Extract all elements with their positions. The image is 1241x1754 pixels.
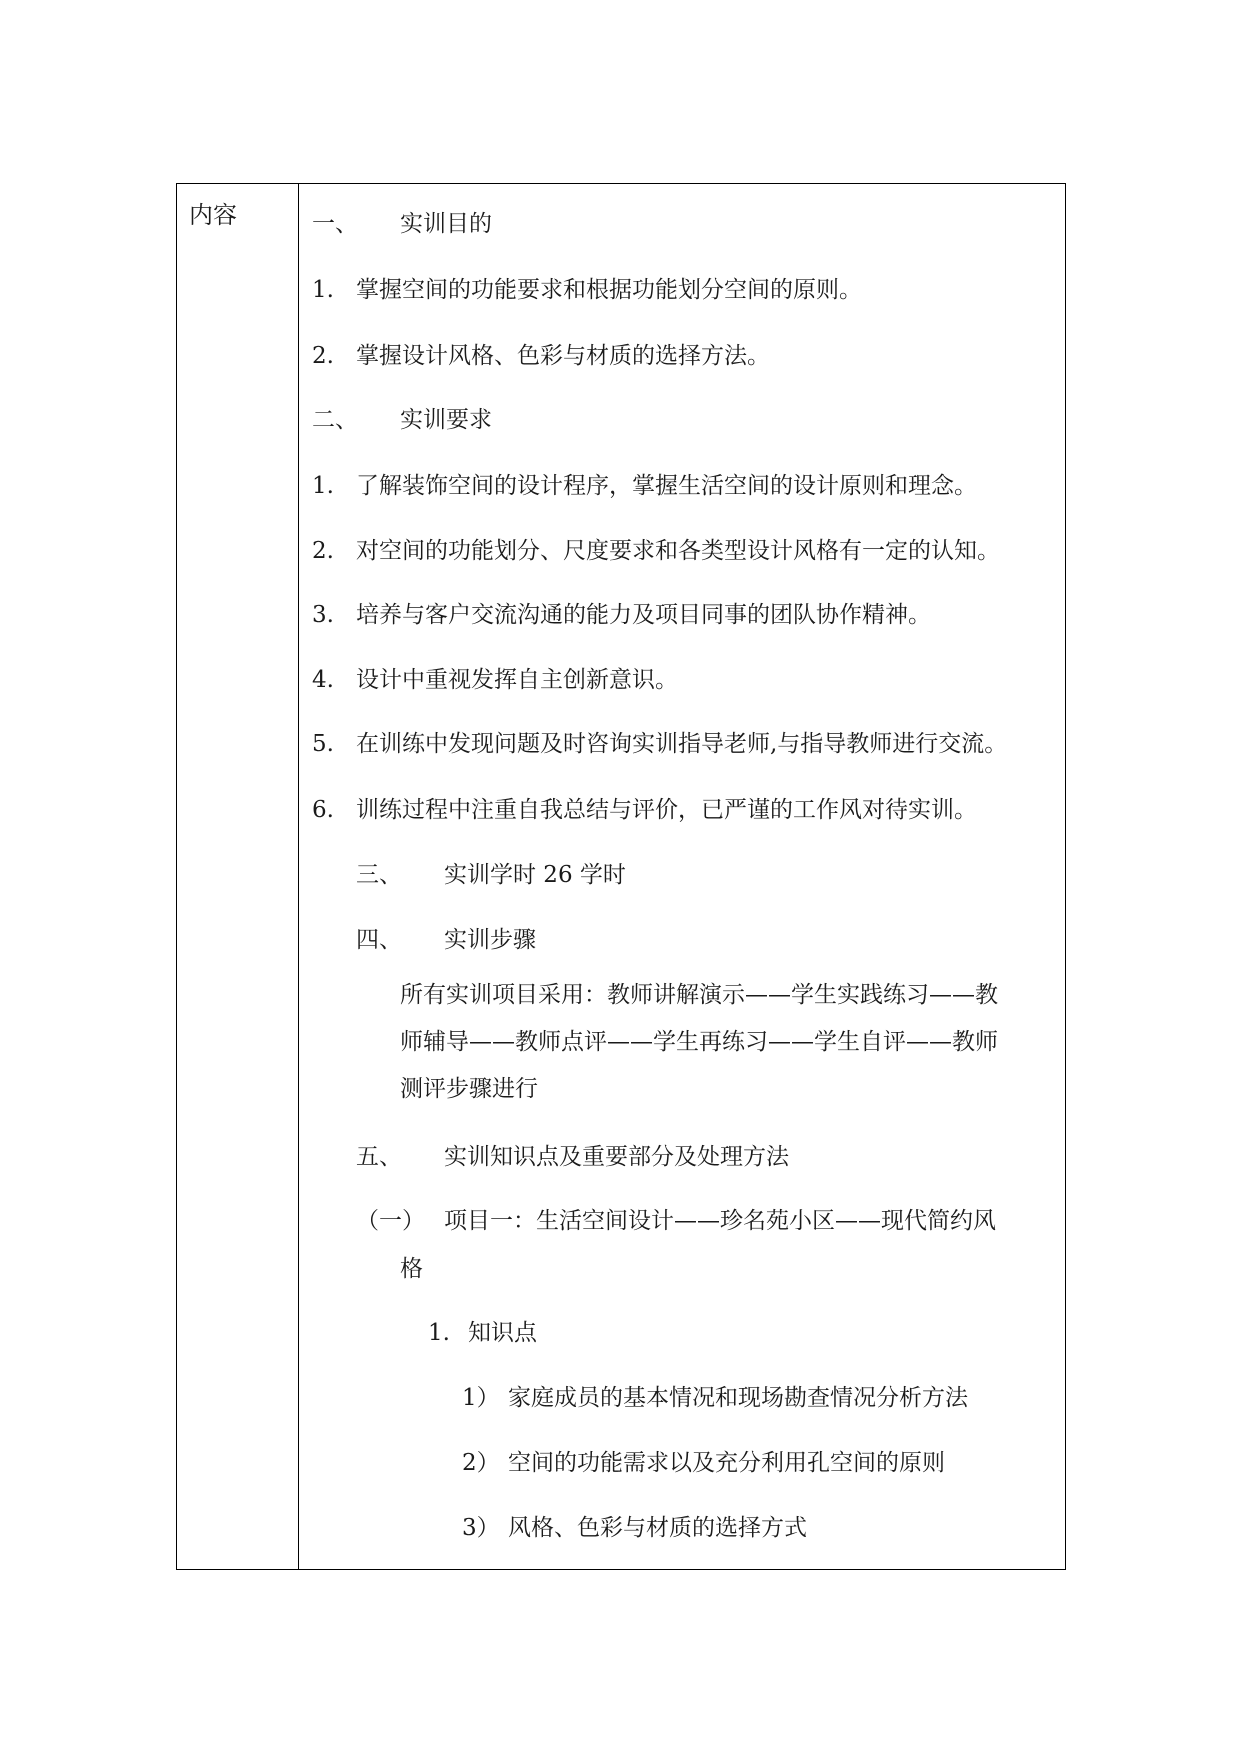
knowledge-item-3-num: 3） (462, 1515, 500, 1541)
s4-paragraph-line-3: 测评步骤进行 (400, 1076, 538, 1102)
section-2-title: 实训要求 (400, 407, 492, 433)
s1-item-2-text: 掌握设计风格、色彩与材质的选择方法。 (356, 343, 770, 369)
knowledge-item-2-text: 空间的功能需求以及充分利用孔空间的原则 (508, 1450, 945, 1476)
s2-item-2-text: 对空间的功能划分、尺度要求和各类型设计风格有一定的认知。 (356, 538, 1000, 564)
knowledge-item-1-num: 1） (462, 1385, 500, 1411)
section-4-title: 实训步骤 (444, 927, 536, 953)
knowledge-item-1-text: 家庭成员的基本情况和现场勘查情况分析方法 (508, 1385, 968, 1411)
s2-item-3-text: 培养与客户交流沟通的能力及项目同事的团队协作精神。 (356, 602, 931, 628)
project-1-title-line-2: 格 (400, 1256, 423, 1282)
s1-item-1-text: 掌握空间的功能要求和根据功能划分空间的原则。 (356, 277, 862, 303)
row-label: 内容 (189, 201, 237, 229)
knowledge-heading-num: 1. (428, 1320, 450, 1346)
s2-item-4-text: 设计中重视发挥自主创新意识。 (356, 667, 678, 693)
knowledge-item-2-num: 2） (462, 1450, 500, 1476)
s1-item-1-num: 1. (312, 277, 334, 303)
s2-item-1-num: 1. (312, 473, 334, 499)
s4-paragraph-line-2: 师辅导——教师点评——学生再练习——学生自评——教师 (400, 1029, 998, 1055)
s2-item-6-text: 训练过程中注重自我总结与评价，已严谨的工作风对待实训。 (356, 797, 977, 823)
section-5-marker: 五、 (356, 1144, 402, 1170)
section-3-title: 实训学时 26 学时 (444, 862, 626, 888)
section-1-marker: 一、 (312, 211, 358, 237)
s2-item-5-text: 在训练中发现问题及时咨询实训指导老师,与指导教师进行交流。 (356, 731, 1008, 757)
section-5-title: 实训知识点及重要部分及处理方法 (444, 1144, 789, 1170)
section-2-marker: 二、 (312, 407, 358, 433)
s2-item-3-num: 3. (312, 602, 334, 628)
section-4-marker: 四、 (356, 927, 402, 953)
knowledge-item-3-text: 风格、色彩与材质的选择方式 (508, 1515, 807, 1541)
s4-paragraph-line-1: 所有实训项目采用：教师讲解演示——学生实践练习——教 (400, 982, 998, 1008)
knowledge-heading: 知识点 (468, 1320, 537, 1346)
s2-item-1-text: 了解装饰空间的设计程序，掌握生活空间的设计原则和理念。 (356, 473, 977, 499)
s2-item-4-num: 4. (312, 667, 334, 693)
section-1-title: 实训目的 (400, 211, 492, 237)
s2-item-5-num: 5. (312, 731, 334, 757)
s2-item-2-num: 2. (312, 538, 334, 564)
s2-item-6-num: 6. (312, 797, 334, 823)
project-1-title-line-1: 项目一：生活空间设计——珍名苑小区——现代简约风 (444, 1208, 996, 1234)
s1-item-2-num: 2. (312, 343, 334, 369)
section-3-marker: 三、 (356, 862, 402, 888)
column-divider (298, 183, 299, 1570)
project-1-marker: （一） (356, 1208, 425, 1234)
